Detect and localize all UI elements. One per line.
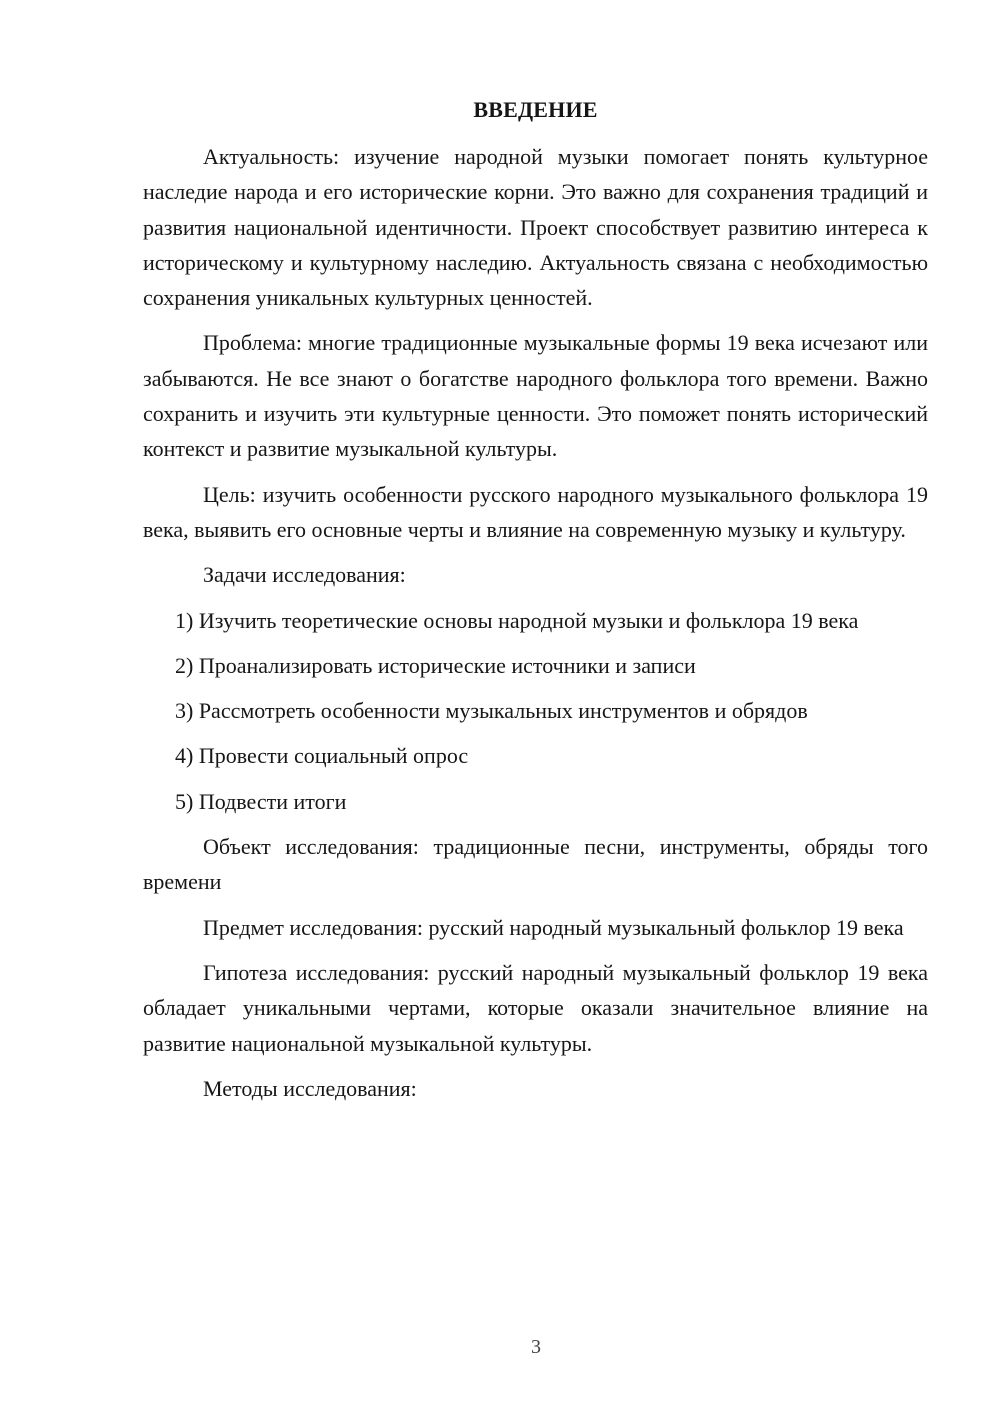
relevance-paragraph: Актуальность: изучение народной музыки помогает понять культурное наследие народа и его исторические корни. Это важно для сохранения традиций и развития национальной идентичности. Проект способствует развитию интереса к историческому и культурному наследию. Актуальность связана с необходимостью сохранения уникальных культурных ценностей. bbox=[143, 144, 928, 311]
hypothesis-paragraph: Гипотеза исследования: русский народный музыкальный фольклор 19 века обладает уникальными чертами, которые оказали значительное влияние на развитие национальной музыкальной культуры. bbox=[143, 959, 928, 1056]
problem-paragraph: Проблема: многие традиционные музыкальные формы 19 века исчезают или забываются. Не все знают о богатстве народного фольклора того времени. Важно сохранить и изучить эти культурные ценности. Это поможет понять исторический контекст и развитие музыкальной культуры. bbox=[143, 330, 928, 462]
list-item: 3) Рассмотреть особенности музыкальных инструментов и обрядов bbox=[175, 698, 808, 724]
tasks-heading: Задачи исследования: bbox=[203, 562, 406, 588]
list-item: 1) Изучить теоретические основы народной музыки и фольклора 19 века bbox=[175, 607, 859, 633]
list-item: 5) Подвести итоги bbox=[175, 788, 347, 814]
object-paragraph: Объект исследования: традиционные песни, инструменты, обряды того времени bbox=[143, 834, 928, 895]
page-number: 3 bbox=[531, 1336, 541, 1358]
goal-paragraph: Цель: изучить особенности русского народного музыкального фольклора 19 века, выявить его основные черты и влияние на современную музыку и культуру. bbox=[143, 481, 928, 542]
tasks-list bbox=[143, 603, 928, 819]
page-title: ВВЕДЕНИЕ bbox=[473, 97, 598, 122]
methods-heading: Методы исследования: bbox=[203, 1075, 417, 1101]
list-item: 2) Проанализировать исторические источники и записи bbox=[175, 652, 696, 678]
list-item: 4) Провести социальный опрос bbox=[175, 743, 469, 769]
subject-paragraph: Предмет исследования: русский народный музыкальный фольклор 19 века bbox=[203, 914, 904, 940]
page-content bbox=[143, 96, 928, 1106]
